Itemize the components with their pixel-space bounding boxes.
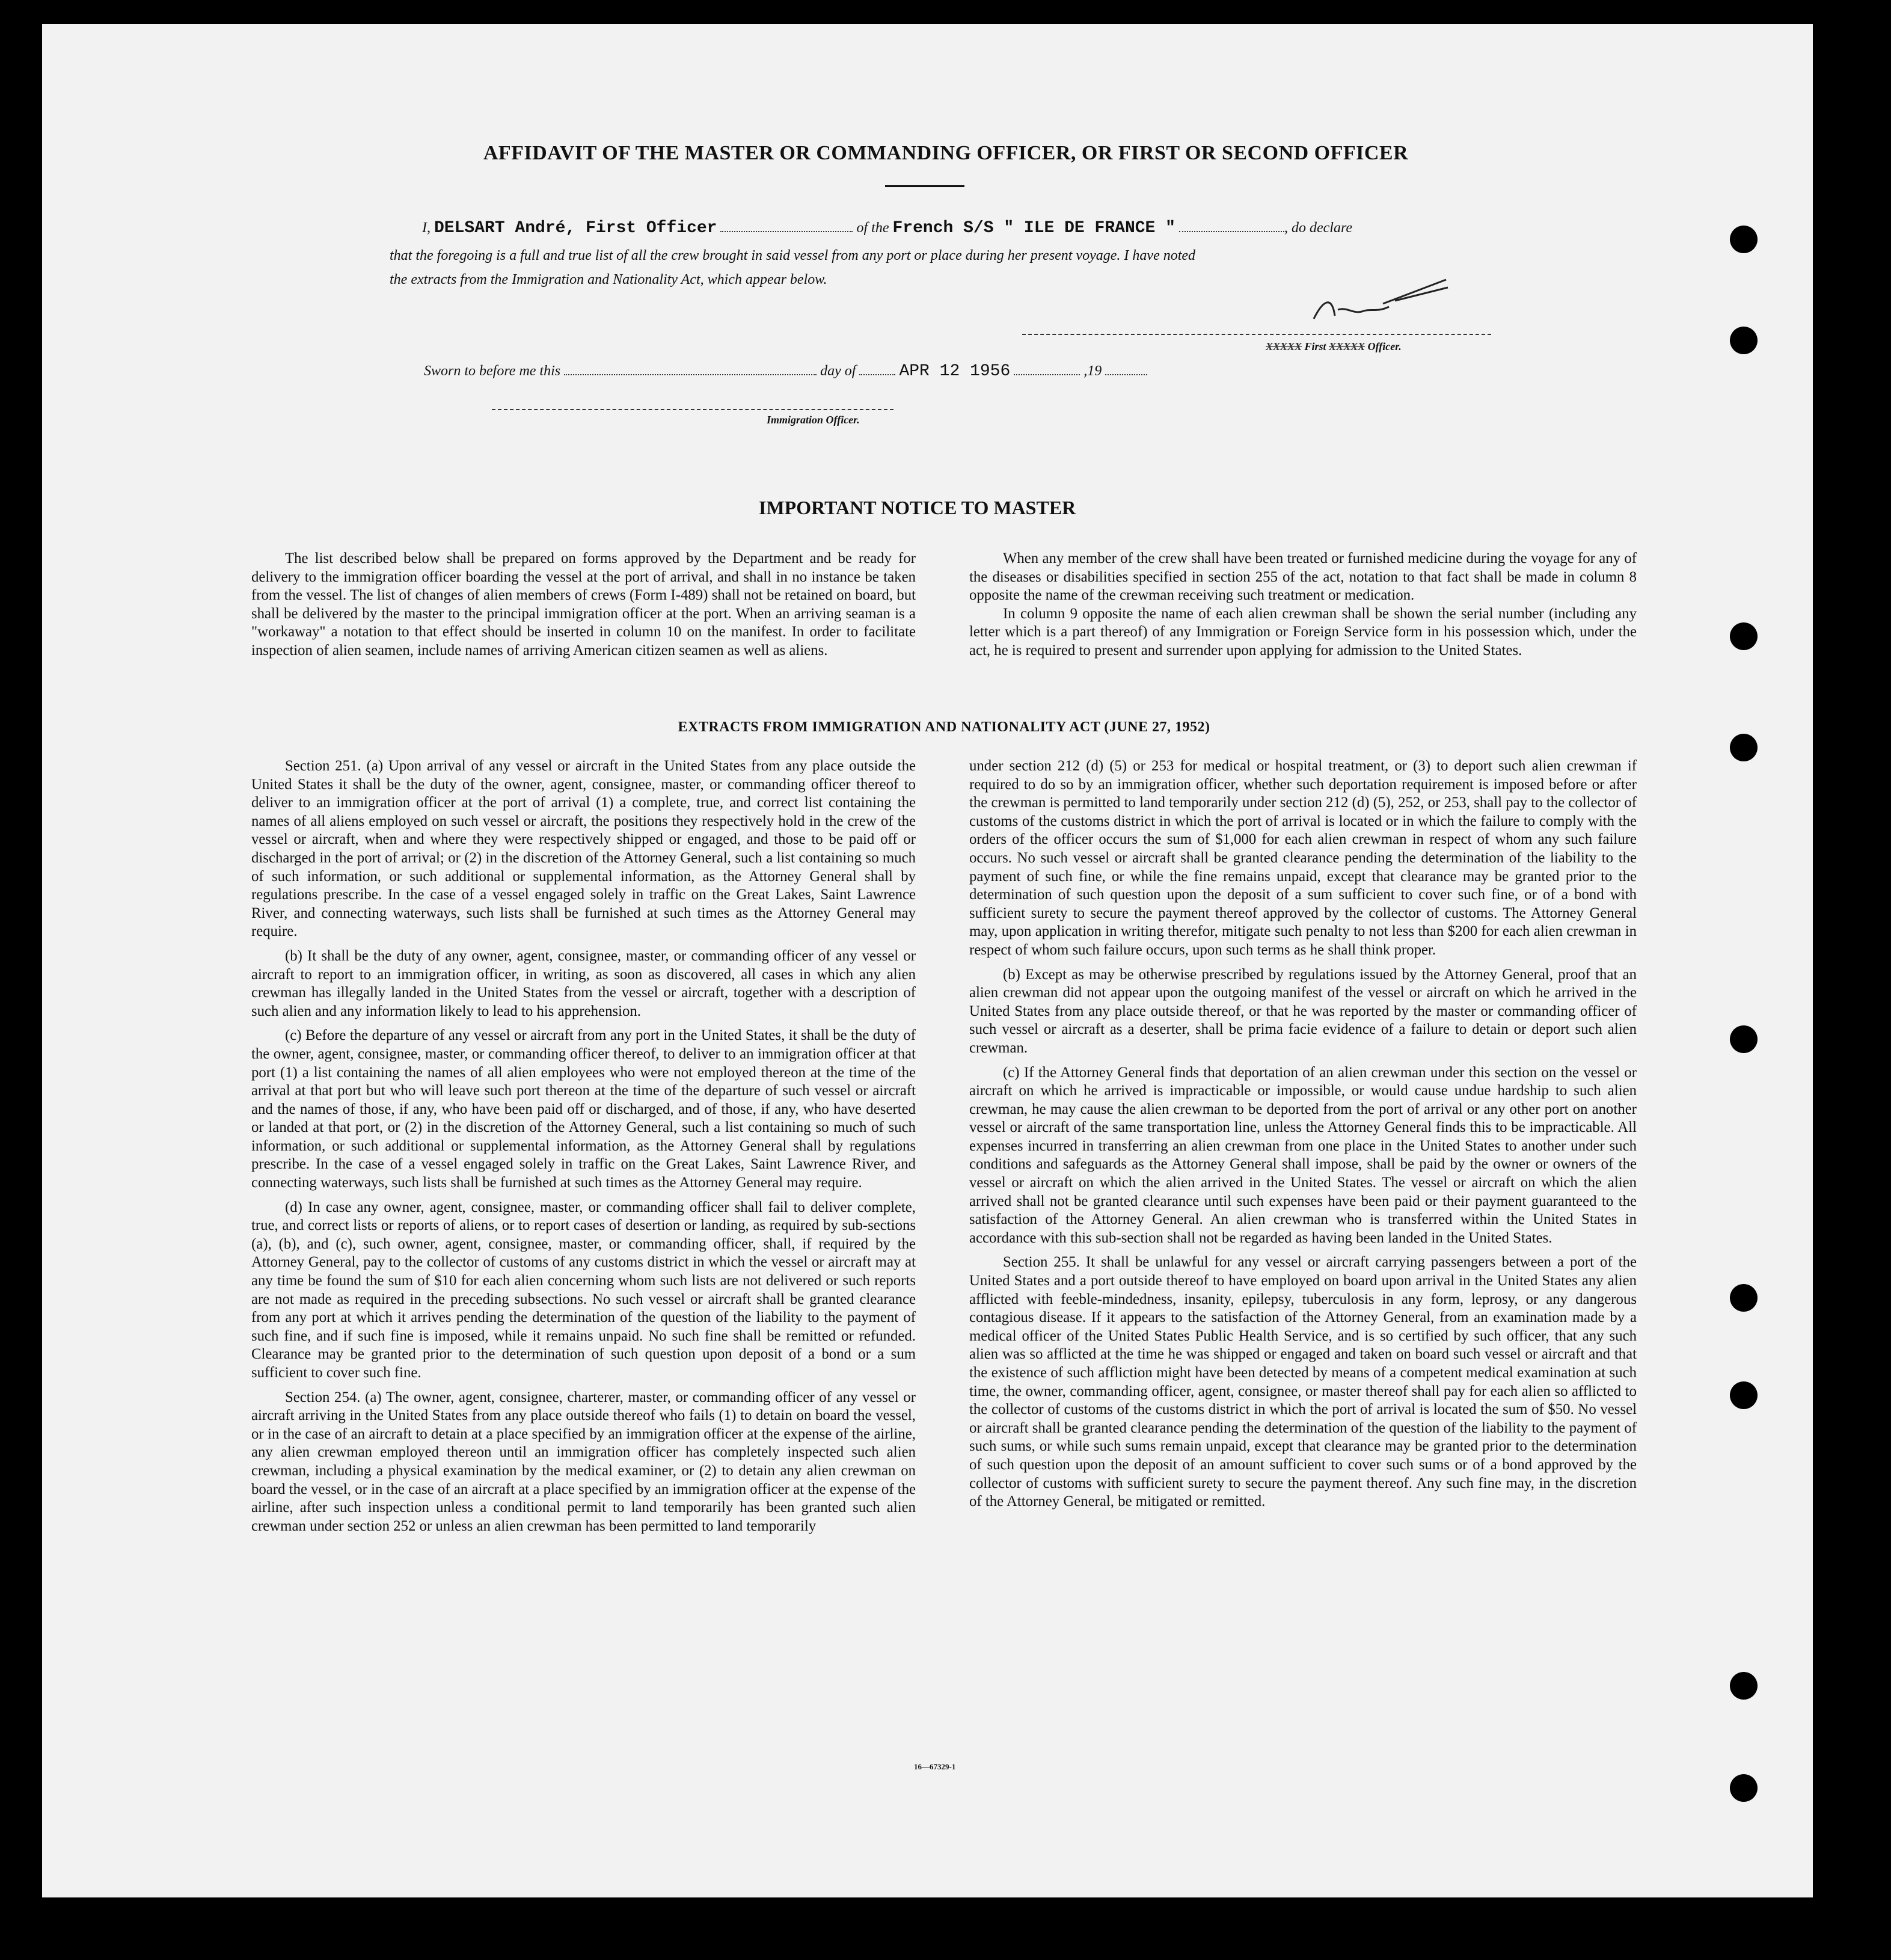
officer-signature (1311, 277, 1449, 331)
immigration-officer-label: Immigration Officer. (767, 414, 860, 426)
section-paragraph: (b) Except as may be otherwise prescribed by regulations issued by the Attorney General, proof that an alien crewman did not appear upon the outgoing manifest of the vessel or aircraft on which he arrived in the United States from any place outside thereof, or that he was reported by the master or commanding officer of such vessel or aircraft as a deserter, shall be prima facie evidence of a failure to detain or deport such alien crewman. (969, 966, 1637, 1056)
do-declare-label: , do declare (1284, 220, 1353, 236)
officer-name-field: DELSART André, First Officer (434, 219, 717, 238)
binder-hole (1730, 1774, 1758, 1802)
section-paragraph: (d) In case any owner, agent, consignee, master, or commanding officer shall fail to deliver complete, true, and correct lists or reports of aliens, or to report cases of desertion or landing, as required by sub-sections (a), (b), and (c), such owner, agent, consignee, master, or commanding officer, shall, if required by the Attorney General, pay to the collector of customs of any customs district in which the vessel or aircraft may at any time be found the sum of $10 for each alien concerning whom such lists are not delivered or such reports are not made as required in the preceding subsections. No such vessel or aircraft shall be granted clearance from any port at which it arrives pending the determination of the question of the liability to the payment of such fine, and if such fine is imposed, while it remains unpaid. No such fine shall be remitted or refunded. Clearance may be granted prior to the determination of such question upon deposit of a bond or a sum sufficient to cover such fine. (251, 1199, 916, 1381)
declaration-line-2: that the foregoing is a full and true list of all the crew brought in said vessel from any port or place during her present voyage. I have noted (390, 248, 1196, 263)
section-paragraph: Section 254. (a) The owner, agent, consignee, charterer, master, or commanding officer of any vessel or aircraft arriving in the United States from any place outside thereof who fails (1) to detain on board the vessel, or in the case of an aircraft to detain at a place specified by an immigration officer at the expense of the airline, any alien crewman employed thereon until an immigration officer has completely inspected such alien crewman, including a physical examination by the medical examiner, or (2) to detain any alien crewman on board the vessel, or in the case of an aircraft at a place specified by an immigration officer at the expense of the airline, after such inspection unless a conditional permit to land temporarily has been granted such alien crewman under section 252 or unless an alien crewman has been permitted to land temporarily (251, 1389, 916, 1534)
binder-hole (1730, 1381, 1758, 1409)
notice-paragraph: The list described below shall be prepared on forms approved by the Department and be ready for delivery to the immigration officer boarding the vessel at the port of arrival, and shall in no instance be taken from the vessel. The list of changes of alien members of crews (Form I-489) shall not be retained on board, but shall be delivered by the master to the principal immigration officer at the port. When an arriving seaman is a "workaway" a notation to that effect should be inserted in column 10 on the manifest. In order to facilitate inspection of alien seamen, include names of arriving American citizen seamen as well as aliens. (251, 550, 916, 659)
extracts-left-column (251, 757, 916, 1535)
struck-text: XXXXX (1329, 340, 1365, 352)
dotted-line (1014, 361, 1080, 375)
stamped-date: APR 12 1956 (899, 362, 1011, 381)
officer-signature-line (1022, 334, 1491, 335)
section-paragraph: Section 251. (a) Upon arrival of any vessel or aircraft in the United States from any place outside the United States it shall be the duty of the owner, agent, consignee, master, or commanding officer thereof to deliver to an immigration officer at the port of arrival (1) a complete, true, and correct list containing the names of all aliens employed on such vessel or aircraft, the positions they respectively hold in the crew of the vessel or aircraft, when and where they were respectively shipped or engaged, and those to be paid off or discharged in the port of arrival; or (2) in the discretion of the Attorney General, such a list containing so much of such information, or such additional or supplemental information, as the Attorney General shall by regulations prescribe. In the case of a vessel engaged solely in traffic on the Great Lakes, Saint Lawrence River, and connecting waterways, such lists shall be furnished at such times as the Attorney General may require. (251, 758, 916, 940)
dotted-line (564, 361, 817, 375)
notice-title: IMPORTANT NOTICE TO MASTER (759, 497, 1076, 518)
affidavit-title: AFFIDAVIT OF THE MASTER OR COMMANDING OFFICER, OR FIRST OR SECOND OFFICER (483, 142, 1409, 164)
notice-left-column (251, 550, 916, 660)
declaration-pronoun: I, (422, 220, 431, 236)
binder-hole (1730, 734, 1758, 761)
binder-hole (1730, 226, 1758, 253)
of-the-label: of the (856, 220, 889, 236)
extracts-right-column (969, 757, 1637, 1511)
struck-text: XXXXX (1266, 340, 1302, 352)
dotted-line (859, 361, 895, 375)
notice-paragraph: In column 9 opposite the name of each alien crewman shall be shown the serial number (including any letter which is a part thereof) of any Immigration or Foreign Service form in his possession which, under the act, he is required to present and surrender upon applying for admission to the United States. (969, 605, 1637, 659)
binder-hole (1730, 1284, 1758, 1312)
form-code: 16—67329-1 (914, 1762, 956, 1771)
immigration-officer-line (492, 409, 893, 410)
dotted-line (1105, 361, 1147, 375)
notice-right-column (969, 550, 1637, 660)
dotted-line (720, 218, 853, 232)
extracts-title: EXTRACTS FROM IMMIGRATION AND NATIONALITY ACT (JUNE 27, 1952) (678, 719, 1210, 735)
vessel-name-field: French S/S " ILE DE FRANCE " (892, 219, 1175, 238)
section-paragraph: (c) Before the departure of any vessel or aircraft from any port in the United States, it shall be the duty of the owner, agent, consignee, master, or commanding officer thereof, to deliver to an immigration officer at that port (1) a list containing the names of all alien employees who were not employed thereon at the time of the arrival at that port but who will leave such port thereon at the time of the departure of such vessel or aircraft and the names of those, if any, who have been paid off or discharged, and of those, if any, who have deserted or landed at that port, or (2) in the discretion of the Attorney General, such a list containing so much of such information, or such additional or supplemental information, as the Attorney General shall by regulations prescribe. In the case of a vessel engaged solely in traffic on the Great Lakes, Saint Lawrence River, and connecting waterways, such lists shall be furnished at such times as the Attorney General may require. (251, 1027, 916, 1191)
declaration-line-1 (422, 218, 1352, 238)
section-paragraph: (c) If the Attorney General finds that deportation of an alien crewman under this section on the vessel or aircraft on which he arrived is impracticable or impossible, or would cause undue hardship to such alien crewman, he may cause the alien crewman to be deported from the port of arrival or any other port on another vessel or aircraft of the same transportation line, unless the Attorney General finds this to be impracticable. All expenses incurred in transferring an alien crewman from one place in the United States to another under such conditions and safeguards as the Attorney General shall impose, shall be paid by the owner or owners of the vessel or aircraft on which the alien arrived in the United States. The vessel or aircraft on which the alien arrived shall not be granted clearance until such expenses have been paid or their payment guaranteed to the satisfaction of the Attorney General. An alien crewman who is transferred within the United States in accordance with this sub-section shall not be regarded as having been landed in the United States. (969, 1064, 1637, 1246)
notice-paragraph: When any member of the crew shall have been treated or furnished medicine during the voyage for any of the diseases or disabilities specified in section 255 of the act, notation to that fact shall be made in column 8 opposite the name of the crewman receiving such treatment or medication. (969, 550, 1637, 604)
section-paragraph: under section 212 (d) (5) or 253 for medical or hospital treatment, or (3) to deport such alien crewman if required to do so by an immigration officer, whether such deportation requirement is imposed before or after the crewman is permitted to land temporarily under section 212 (d) (5), 252, or 253, shall pay to the collector of customs of the customs district in which the port of arrival is located or in which the failure to comply with the orders of the officer occurs the sum of $1,000 for each alien crewman in respect of whom any such failure occurs. No such vessel or aircraft shall be granted clearance pending the determination of the liability to the payment of such fine, or while the fine remains unpaid, except that clearance may be granted prior to the determination of such question upon the deposit of a sum sufficient to cover such fine, or of a bond with sufficient surety to secure the payment thereof approved by the collector of customs. The Attorney General may, upon application in writing therefor, mitigate such penalty to not less than $200 for each alien crewman in respect of whom such failure occurs, upon such terms as he shall think proper. (969, 758, 1637, 958)
officer-title-label: XXXXX First XXXXX Officer. (1266, 340, 1402, 352)
binder-hole (1730, 1672, 1758, 1700)
sworn-line: Sworn to before me this day of APR 12 1956 ,19 (424, 361, 1147, 381)
title-rule (885, 185, 964, 187)
binder-hole (1730, 327, 1758, 354)
section-paragraph: Section 255. It shall be unlawful for any vessel or aircraft carrying passengers between a port of the United States and a port outside thereof to have employed on board upon arrival in the United States any alien afflicted with feeble-mindedness, insanity, epilepsy, tuberculosis in any form, leprosy, or any dangerous contagious disease. If it appears to the satisfaction of the Attorney General, from an examination made by a medical officer of the United States Public Health Service, and is so certified by such officer, that any such alien was so afflicted at the time he was shipped or engaged and taken on board such vessel or aircraft and that the existence of such affliction might have been detected by means of a competent medical examination at such time, the owner, commanding officer, agent, consignee, or master thereof shall pay for each alien so afflicted to the collector of customs of the customs district in which the port of arrival is located the sum of $50. No vessel or aircraft shall be granted clearance pending the determination of the question of the liability to the payment of such sums, or while such sums remain unpaid, except that clearance may be granted prior to the determination of such question upon the deposit of an amount sufficient to cover such sums or of a bond approved by the collector of customs with sufficient surety to secure the payment thereof. Any such fine may, in the discretion of the Attorney General, be mitigated or remitted. (969, 1254, 1637, 1510)
binder-hole (1730, 622, 1758, 650)
declaration-line-3: the extracts from the Immigration and Nationality Act, which appear below. (390, 272, 827, 287)
section-paragraph: (b) It shall be the duty of any owner, agent, consignee, master, or commanding officer of any vessel or aircraft to report to an immigration officer, in writing, as soon as discovered, all cases in which any alien crewman has illegally landed in the United States from the vessel or aircraft, together with a description of such alien and any information likely to lead to his apprehension. (251, 947, 916, 1019)
dotted-line (1179, 218, 1284, 232)
binder-hole (1730, 1025, 1758, 1053)
